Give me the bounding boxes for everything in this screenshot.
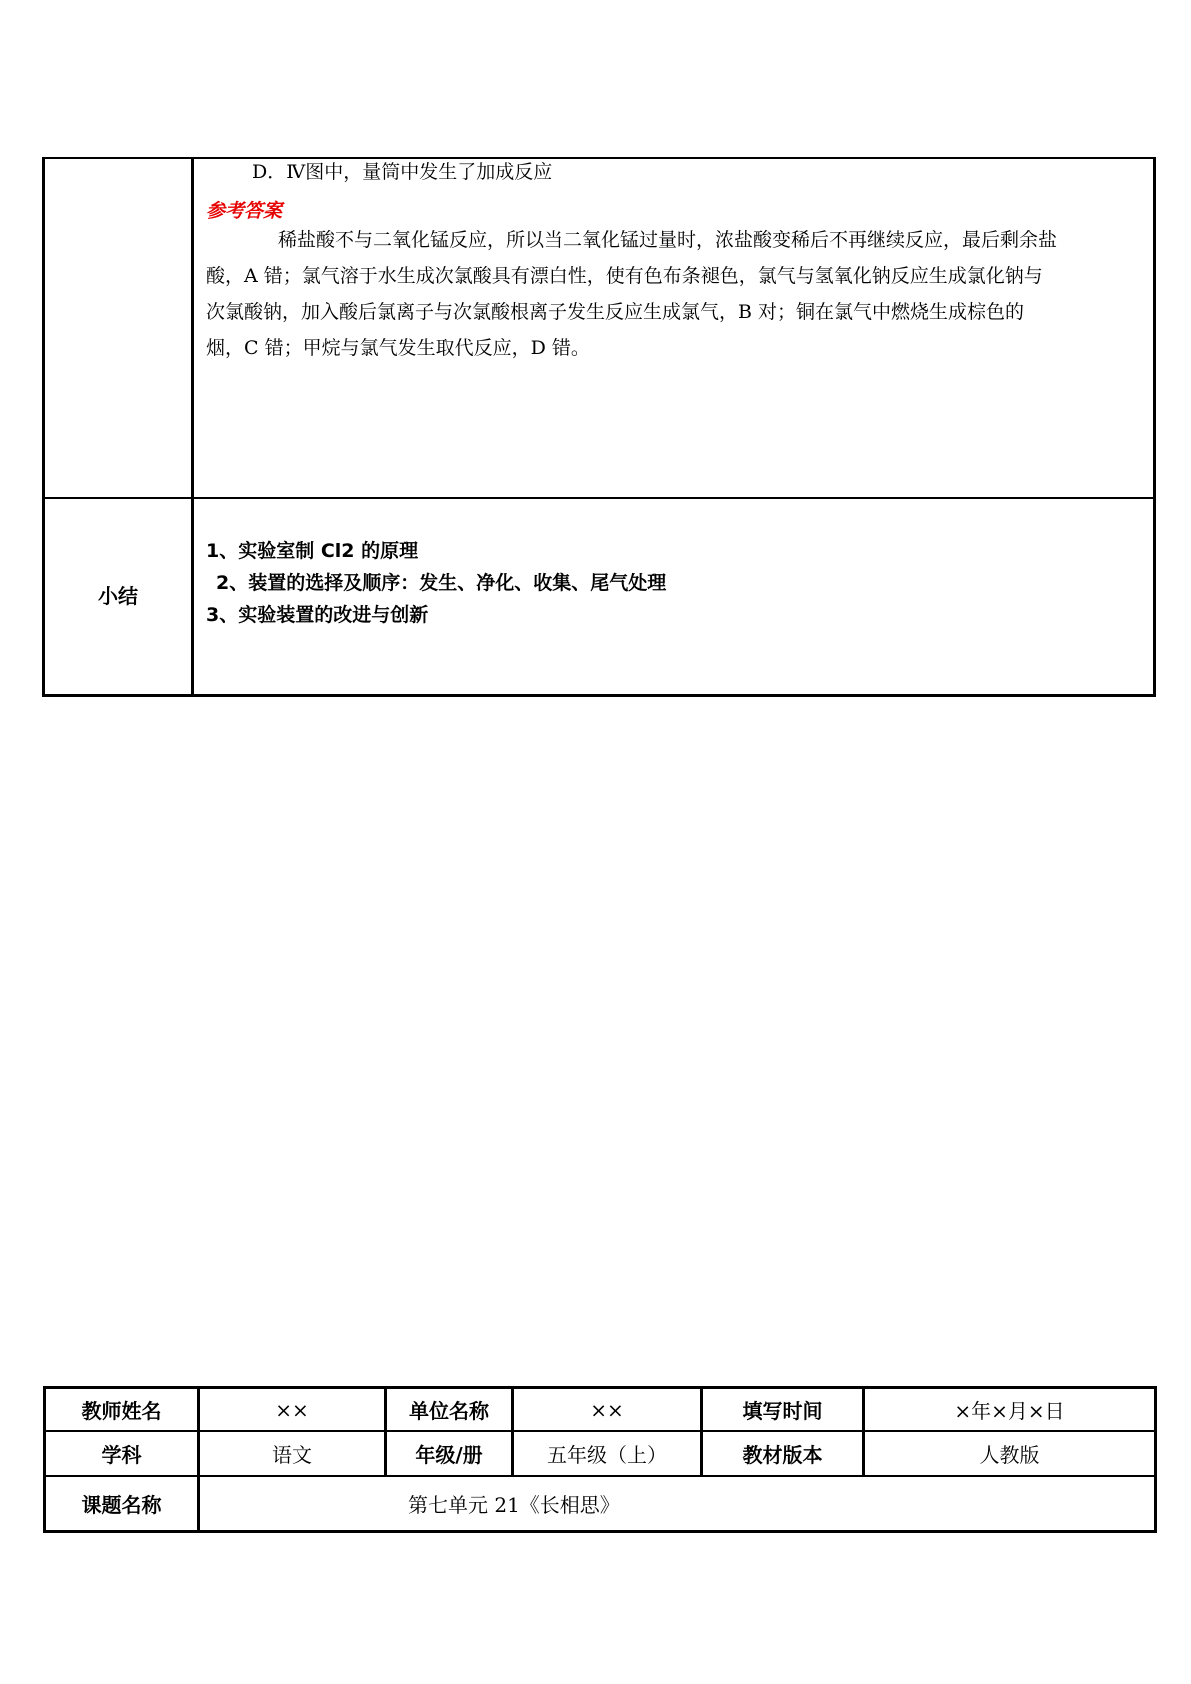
teacher-value: ×× (275, 1397, 309, 1422)
time-label: 填写时间 (742, 1399, 823, 1423)
teacher-label: 教师姓名 (81, 1399, 162, 1423)
answer-heading: 参考答案 (206, 200, 283, 222)
summary-item-2: 2、装置的选择及顺序：发生、净化、收集、尾气处理 (216, 572, 667, 594)
answer-line-4: 烟，C 错；甲烷与氯气发生取代反应，D 错。 (206, 337, 590, 359)
border (42, 157, 45, 697)
summary-label: 小结 (98, 584, 138, 608)
unit-label: 单位名称 (409, 1399, 489, 1423)
time-value: ×年×月×日 (954, 1399, 1065, 1423)
answer-line-1: 稀盐酸不与二氧化锰反应，所以当二氧化锰过量时，浓盐酸变稀后不再继续反应，最后剩余盐 (278, 229, 1058, 251)
edition-value: 人教版 (979, 1443, 1040, 1467)
border (43, 1530, 1157, 1533)
topic-value: 第七单元 21《长相思》 (408, 1493, 620, 1517)
summary-item-3: 3、实验装置的改进与创新 (206, 604, 429, 626)
unit-value: ×× (590, 1397, 624, 1422)
border (191, 157, 194, 697)
subject-value: 语文 (272, 1443, 312, 1467)
grade-value: 五年级（上） (547, 1443, 667, 1467)
option-d: D．Ⅳ图中，量筒中发生了加成反应 (252, 161, 553, 183)
border (1153, 157, 1156, 697)
border (42, 694, 1156, 697)
summary-item-1: 1、实验室制 Cl2 的原理 (206, 540, 419, 562)
answer-line-2: 酸，A 错；氯气溶于水生成次氯酸具有漂白性，使有色布条褪色，氯气与氢氧化钠反应生成氯化钠与 (206, 265, 1043, 287)
answer-line-3: 次氯酸钠，加入酸后氯离子与次氯酸根离子发生反应生成氯气，B 对；铜在氯气中燃烧生成棕色的 (206, 301, 1025, 323)
border (42, 497, 1156, 499)
border (1154, 1386, 1157, 1533)
grade-label: 年级/册 (415, 1443, 483, 1467)
topic-label: 课题名称 (81, 1493, 162, 1517)
edition-label: 教材版本 (742, 1443, 823, 1467)
subject-label: 学科 (101, 1443, 142, 1467)
